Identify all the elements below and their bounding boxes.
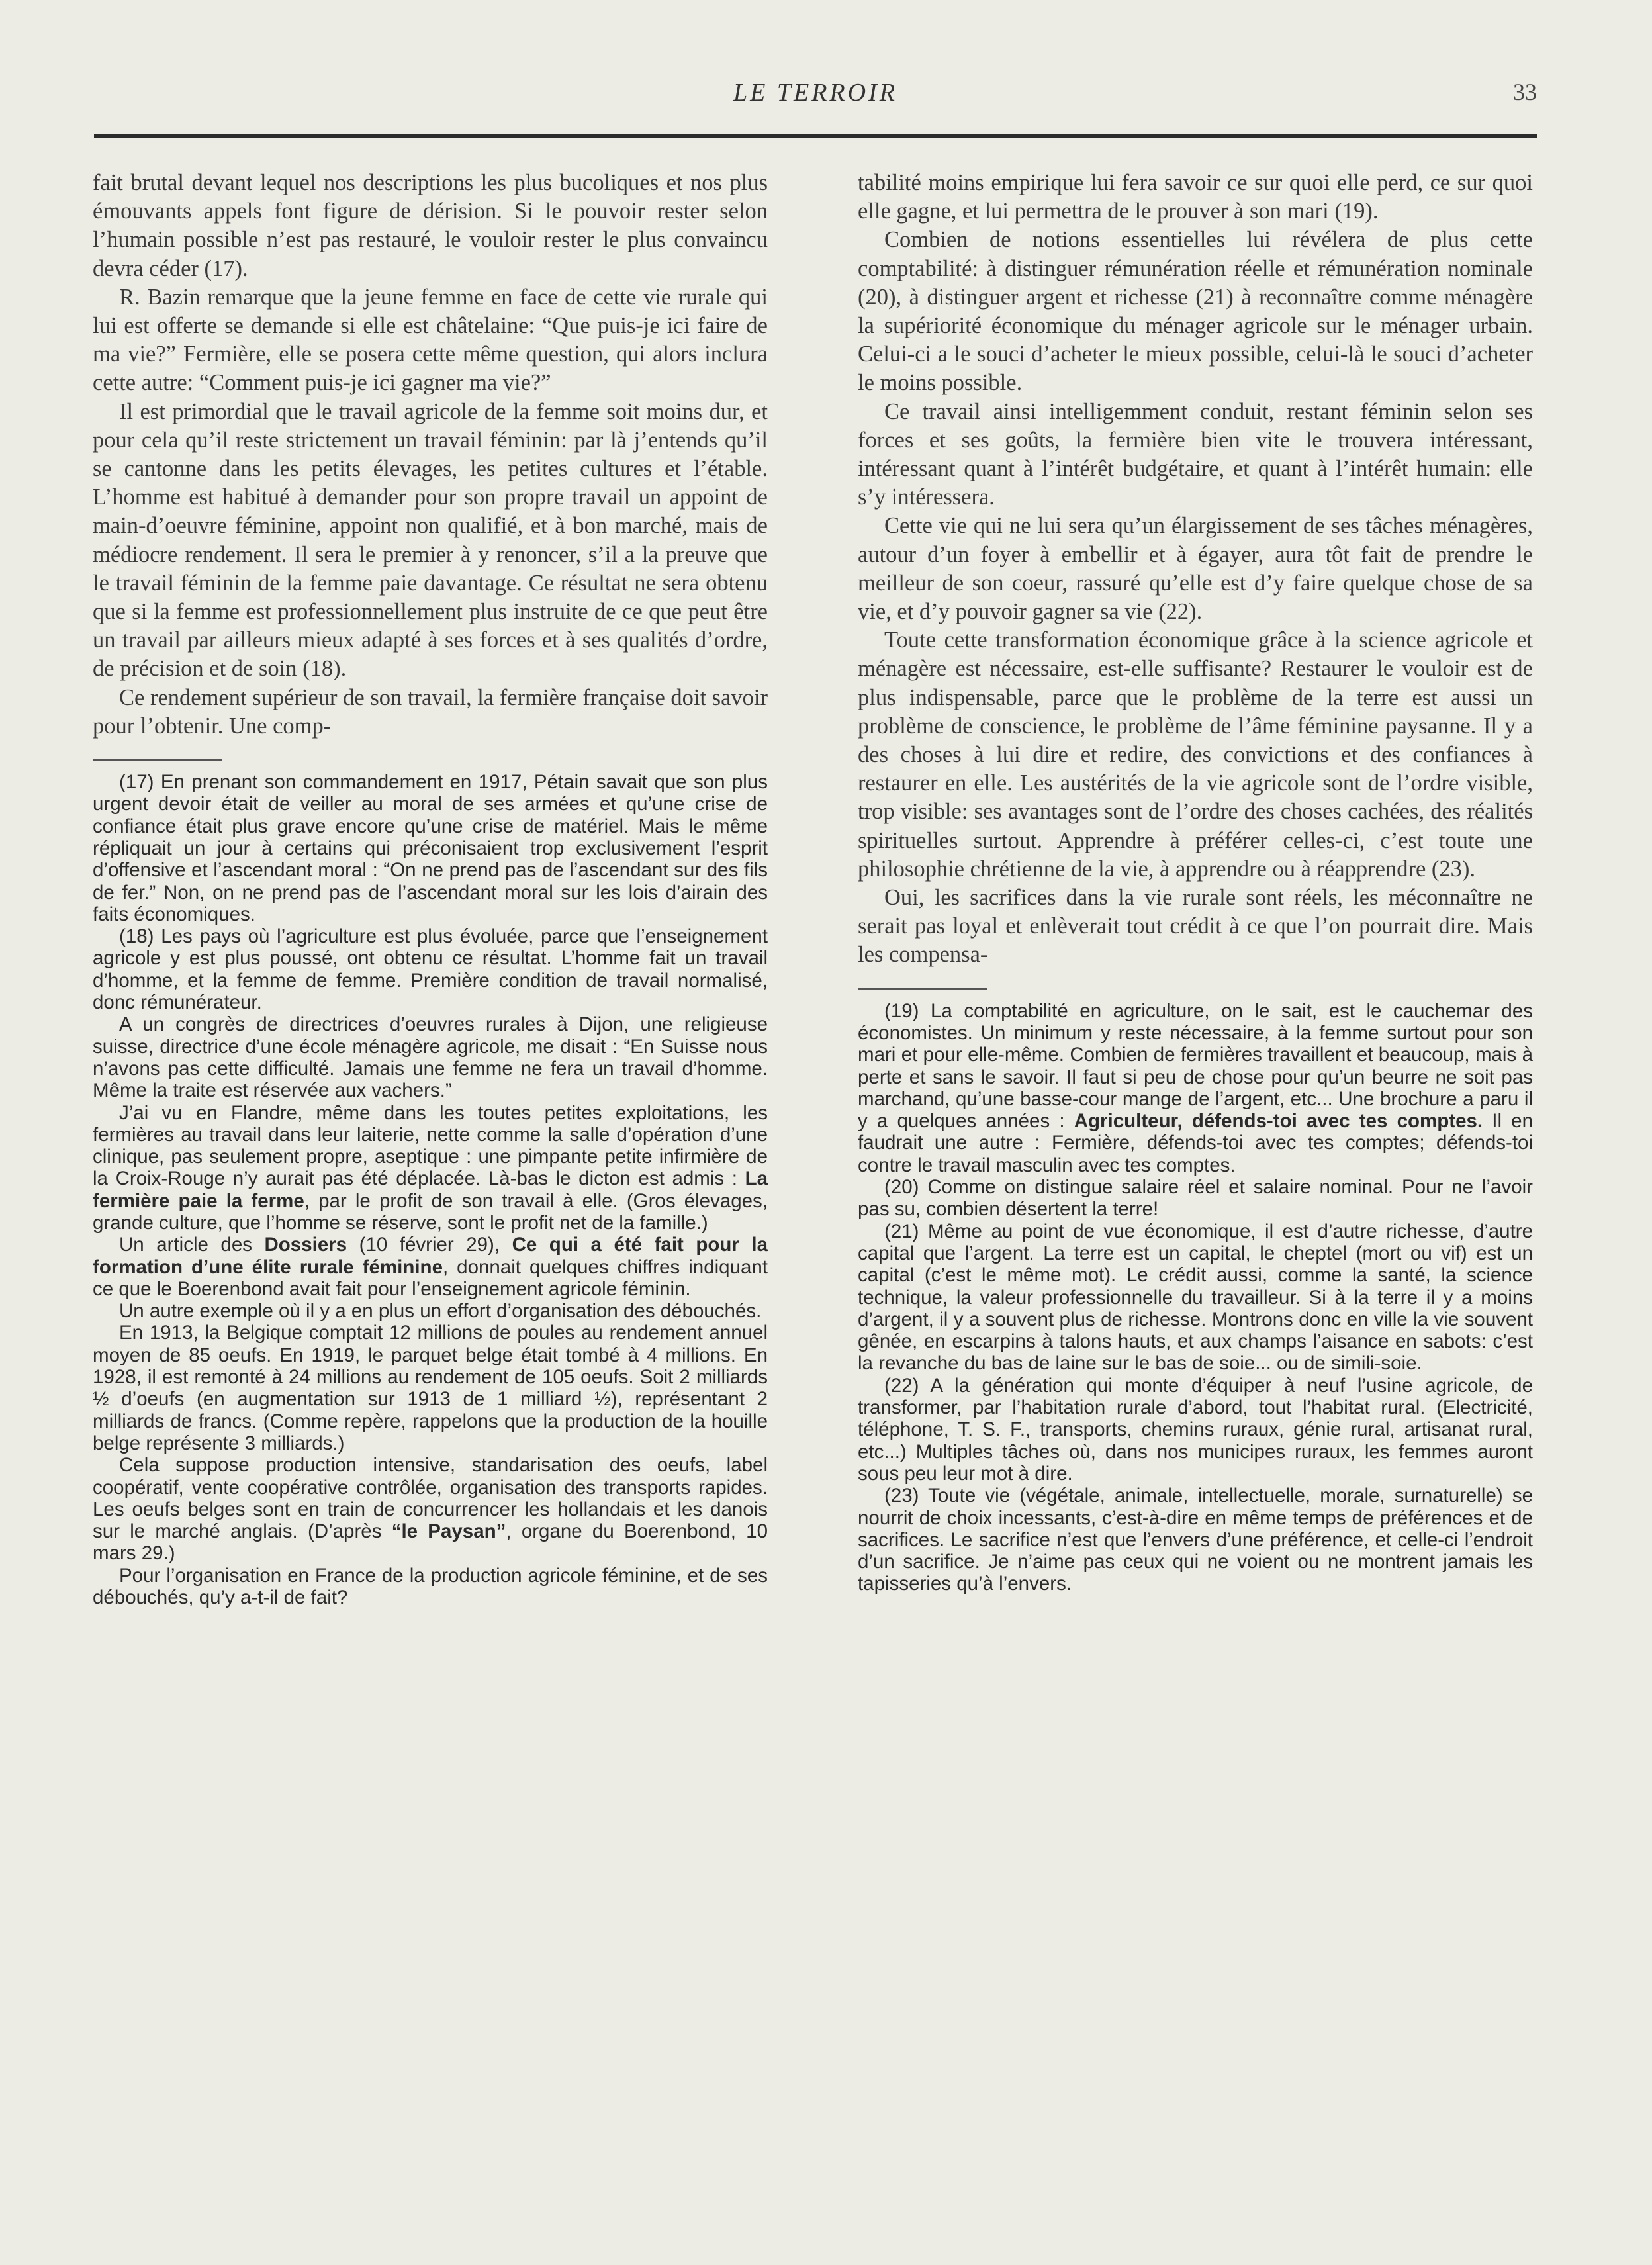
bold-phrase: “le Paysan”	[391, 1520, 506, 1543]
right-column	[858, 169, 1533, 1595]
footnote-23: (23) Toute vie (végétale, animale, intellectuelle, morale, surnaturelle) se nourrit de choix incessants, c’est-à-dire en même temps de préférences et de sacrifices. Le sacrifice n’est que l’envers d’une préférence, et celle-ci l’endroit d’un sacrifice. Je n’aime pas ceux qui ne voient ou ne montrent jamais les tapisseries qu’à l’envers.	[858, 1485, 1533, 1595]
footnote-17: (17) En prenant son commandement en 1917, Pétain savait que son plus urgent devoir était de veiller au moral de ses armées et qu’une crise de confiance était plus grave encore qu’une crise de matériel. Mais le même répliquait un jour à certains qui préconisaient trop exclusivement l’esprit d’offensive et l’ascendant moral : “On ne prend pas de l’ascendant sur des fils de fer.” Non, on ne prend pas de l’ascendant moral sur les lois d’airain des faits économiques.	[93, 771, 768, 925]
paragraph: Oui, les sacrifices dans la vie rurale sont réels, les méconnaître ne serait pas loyal et enlèverait tout crédit à ce que l’on pourrait dire. Mais les compensa-	[858, 885, 1533, 968]
header-rule	[94, 134, 1537, 138]
left-body-text	[93, 169, 768, 741]
footnote-18-continued: A un congrès de directrices d’oeuvres rurales à Dijon, une religieuse suisse, directrice d’une école ménagère agricole, me disait : “En Suisse nous n’avons pas cette difficulté. Jamais une femme ne fera un travail d’homme. Même la traite est réservée aux vachers.”	[93, 1013, 768, 1102]
paragraph: Il est primordial que le travail agricole de la femme soit moins dur, et pour cela qu’il reste strictement un travail féminin: par là j’entends qu’il se cantonne dans les petits élevages, les petites cultures et l’étable. L’homme est habitué à demander pour son propre travail un appoint de main-d’oeuvre féminine, appoint non qualifié, et à bon marché, mais de médiocre rendement. Il sera le premier à y renoncer, s’il a la preuve que le travail féminin de la femme paie davantage. Ce résultat ne sera obtenu que si la femme est professionnellement plus instruite de ce que peut être un travail par ailleurs mieux adapté à ses forces et à ses qualités d’ordre, de précision et de soin (18).	[93, 398, 768, 682]
paragraph: Ce rendement supérieur de son travail, la fermière française doit savoir pour l’obtenir. Une comp-	[93, 684, 768, 739]
footnote-18-continued: J’ai vu en Flandre, même dans les toutes petites exploitations, les fermières au travail dans leur laiterie, nette comme la salle d’opération d’une clinique, pas seulement propre, aseptique : une pimpante petite infirmière de la Croix-Rouge n’y aurait pas été déplacée. Là-bas le dicton est admis : La fermière paie la ferme, par le profit de son travail à elle. (Gros élevages, grande culture, que l’homme se réserve, sont le profit net de la famille.)	[93, 1101, 768, 1234]
bold-phrase: Ce qui a été fait pour la formation d’une élite rurale féminine	[93, 1234, 768, 1278]
footnote-rule	[93, 759, 222, 761]
page-header	[94, 78, 1537, 131]
bold-phrase: Agriculteur, défends-toi avec tes comptes.	[1074, 1110, 1483, 1132]
left-footnotes	[93, 771, 768, 1608]
footnote-18-continued: En 1913, la Belgique comptait 12 millions de poules au rendement annuel moyen de 85 oeufs. En 1919, le parquet belge était tombé à 4 millions. En 1928, il est remonté à 24 millions au rendement de 105 oeufs. Soit 2 milliards ½ d’oeufs (en augmentation sur 1913 de 1 milliard ½), représentant 2 milliards de francs. (Comme repère, rappelons que la production de la houille belge représente 3 milliards.)	[93, 1322, 768, 1454]
paragraph: fait brutal devant lequel nos descriptions les plus bucoliques et nos plus émouvants appels font figure de dérision. Si le pouvoir rester selon l’humain possible n’est pas restauré, le vouloir rester le plus convaincu devra céder (17).	[93, 170, 768, 281]
footnote-20: (20) Comme on distingue salaire réel et salaire nominal. Pour ne l’avoir pas su, combien désertent la terre!	[858, 1176, 1533, 1221]
paragraph: Cette vie qui ne lui sera qu’un élargissement de ses tâches ménagères, autour d’un foyer à embellir et à égayer, aura tôt fait de prendre le meilleur de son coeur, rassuré qu’elle est d’y faire quelque chose de sa vie, et d’y pouvoir gagner sa vie (22).	[858, 513, 1533, 625]
left-column	[93, 169, 768, 1608]
paragraph: Combien de notions essentielles lui révélera de plus cette comptabilité: à distinguer rémunération réelle et rémunération nominale (20), à distinguer argent et richesse (21) à reconnaître comme ménagère la supériorité économique du ménager agricole sur le ménager urbain. Celui-ci a le souci d’acheter le mieux possible, celui-là le souci d’acheter le moins possible.	[858, 227, 1533, 396]
footnote-18-continued: Un autre exemple où il y a en plus un effort d’organisation des débouchés.	[119, 1300, 762, 1322]
footnote-18-continued: Un article des Dossiers (10 février 29), Ce qui a été fait pour la formation d’une élite rurale féminine, donnait quelques chiffres indiquant ce que le Boerenbond avait fait pour l’enseignement agricole féminin.	[93, 1234, 768, 1300]
right-footnotes	[858, 1000, 1533, 1595]
bold-phrase: La fermière paie la ferme	[93, 1168, 768, 1212]
footnote-18-continued: Cela suppose production intensive, standarisation des oeufs, label coopératif, vente coopérative contrôlée, organisation des transports rapides. Les oeufs belges sont en train de concurrencer les hollandais et les danois sur le marché anglais. (D’après “le Paysan”, organe du Boerenbond, 10 mars 29.)	[93, 1454, 768, 1565]
footnote-rule	[858, 988, 987, 990]
paragraph: tabilité moins empirique lui fera savoir ce sur quoi elle perd, ce sur quoi elle gagne, et lui permettra de le prouver à son mari (19).	[858, 170, 1533, 224]
running-title: LE TERROIR	[733, 79, 897, 107]
footnote-18: (18) Les pays où l’agriculture est plus évoluée, parce que l’enseignement agricole y est plus poussé, ont obtenu ce résultat. L’homme fait un travail d’homme, et la femme de femme. Première condition de travail normalisé, donc rémunérateur.	[93, 925, 768, 1014]
paragraph: R. Bazin remarque que la jeune femme en face de cette vie rurale qui lui est offerte se demande si elle est châtelaine: “Que puis-je ici faire de ma vie?” Fermière, elle se posera cette même question, qui alors inclura cette autre: “Comment puis-je ici gagner ma vie?”	[93, 284, 768, 396]
page-number: 33	[1513, 79, 1537, 105]
right-body-text	[858, 169, 1533, 970]
bold-phrase: Dossiers	[264, 1234, 347, 1256]
footnote-21: (21) Même au point de vue économique, il est d’autre richesse, d’autre capital que l’argent. La terre est un capital, le cheptel (mort ou vif) est un capital (c’est le même mot). Le crédit aussi, comme la santé, la science technique, la valeur professionnelle du travailleur. Si à la terre il y a moins d’argent, il y a souvent plus de richesse. Montrons donc en ville la vie souvent gênée, en escarpins à talons hauts, et aux champs l’aisance en sabots: c’est la revanche du bas de laine sur le bas de soie... ou de simili-soie.	[858, 1220, 1533, 1375]
footnote-19: (19) La comptabilité en agriculture, on le sait, est le cauchemar des économistes. Un minimum y reste nécessaire, à la femme surtout pour son mari et pour elle-même. Combien de fermières travaillent et beaucoup, mais à perte et sans le savoir. Il faut si peu de chose pour qu’un beurre ne soit pas marchand, qu’une basse-cour mange de l’argent, etc... Une brochure a paru il y a quelques années : Agriculteur, défends-toi avec tes comptes. Il en faudrait une autre : Fermière, défends-toi avec tes comptes; défends-toi contre le travail masculin avec tes comptes.	[858, 999, 1533, 1176]
footnote-22: (22) A la génération qui monte d’équiper à neuf l’usine agricole, de transformer, par l’habitation rurale d’abord, tout l’habitat rural. (Electricité, téléphone, T. S. F., transports, chemins ruraux, génie rural, artisanat rural, etc...) Multiples tâches où, dans nos municipes ruraux, les femmes auront sous peu leur mot à dire.	[858, 1374, 1533, 1485]
paragraph: Toute cette transformation économique grâce à la science agricole et ménagère est nécessaire, est-elle suffisante? Restaurer le vouloir est de plus indispensable, parce que le problème de la terre est aussi un problème de conscience, le problème de l’âme féminine paysanne. Il y a des choses à lui dire et redire, des convictions et des confiances à restaurer en elle. Les austérités de la vie agricole sont de l’ordre visible, trop visible: ses avantages sont de l’ordre des choses cachées, des réalités spirituelles surtout. Apprendre à préférer celles-ci, c’est toute une philosophie chrétienne de la vie, à apprendre ou à réapprendre (23).	[858, 627, 1533, 882]
footnote-18-continued: Pour l’organisation en France de la production agricole féminine, et de ses débouchés, qu’y a-t-il de fait?	[93, 1564, 768, 1609]
paragraph: Ce travail ainsi intelligemment conduit, restant féminin selon ses forces et ses goûts, la fermière bien vite le trouvera intéressant, intéressant quant à l’intérêt budgétaire, et quant à l’intérêt humain: elle s’y intéressera.	[858, 398, 1533, 510]
